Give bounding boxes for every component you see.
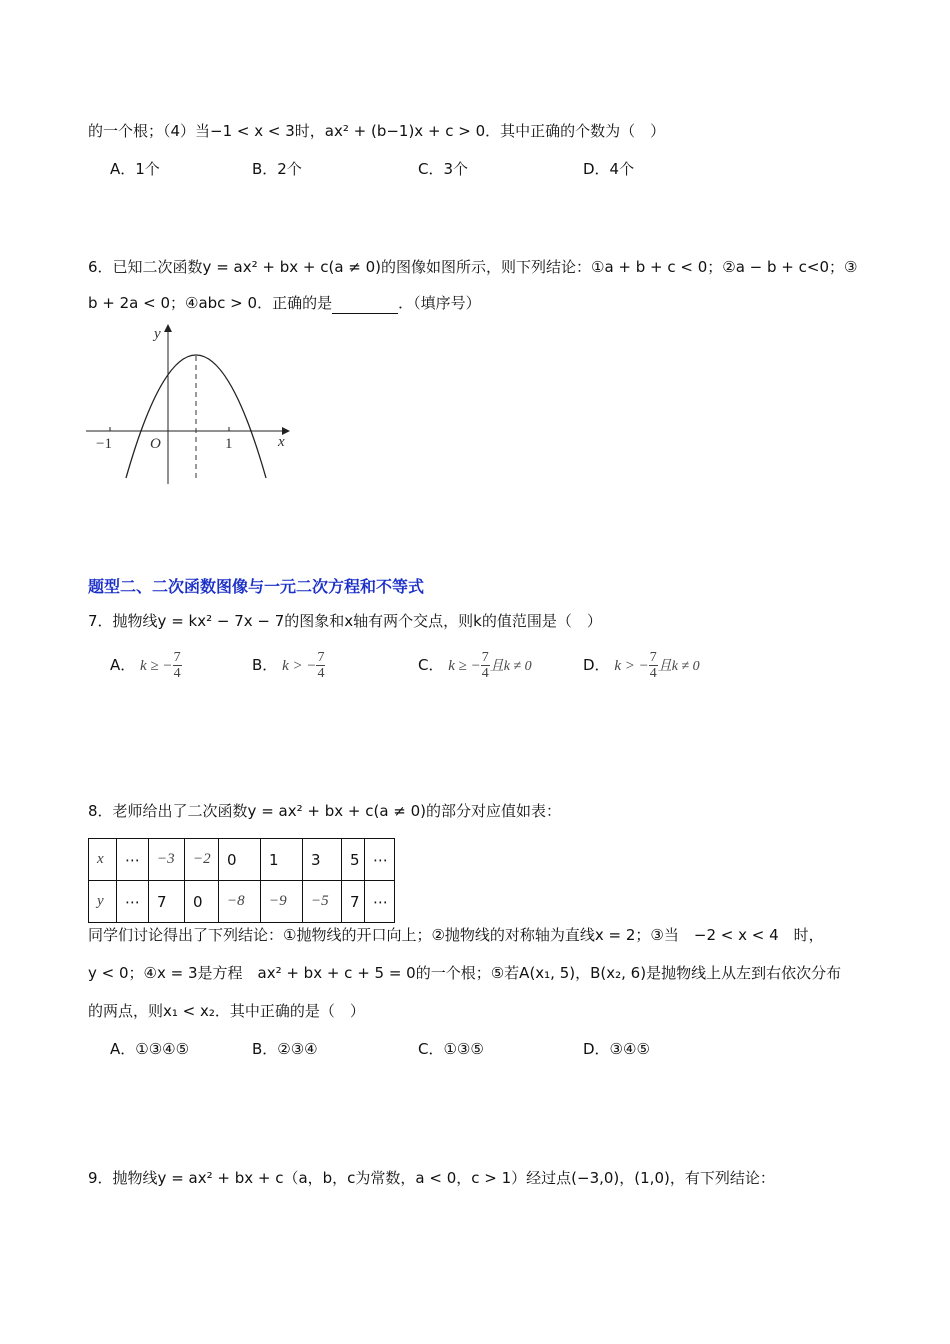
q5-option-d: D．4个 — [583, 160, 635, 178]
q8-option-a: A．①③④⑤ — [110, 1040, 190, 1058]
q5-option-b: B．2个 — [252, 160, 302, 178]
fraction-denominator: 4 — [317, 666, 325, 681]
q5-tail-line: 的一个根；（4）当−1 < x < 3时，ax² + (b−1)x + c > 0．其中正确的个数为（ ） — [88, 122, 666, 140]
table-cell: 7 — [342, 881, 365, 923]
q7-option-c-rel: k ≥ − — [448, 658, 481, 674]
table-cell: −2 — [185, 839, 219, 881]
fraction-numerator: 7 — [649, 650, 657, 665]
q7-option-d — [583, 650, 700, 681]
q7-option-a — [110, 650, 182, 681]
fraction-denominator: 4 — [173, 666, 181, 681]
q9-stem: 9．抛物线y = ax² + bx + c（a，b，c为常数，a < 0，c > 1）经过点(−3,0)，(1,0)，有下列结论： — [88, 1169, 775, 1187]
q7-option-b-rel: k > − — [282, 658, 317, 674]
q5-option-c: C．3个 — [418, 160, 469, 178]
fraction-denominator: 4 — [481, 666, 489, 681]
q7-option-a-fraction — [173, 650, 182, 681]
table-cell: 0 — [185, 881, 219, 923]
table-cell: 5 — [342, 839, 365, 881]
q7-option-d-fraction — [649, 650, 658, 681]
q7-option-c-fraction — [481, 650, 490, 681]
q6-line2-text: b + 2a < 0；④abc > 0．正确的是 — [88, 294, 333, 312]
q7-option-d-rel: k > − — [614, 658, 649, 674]
table-cell: 3 — [303, 839, 342, 881]
table-cell: ⋯ — [117, 881, 149, 923]
table-cell: ⋯ — [117, 839, 149, 881]
q5-option-a: A．1个 — [110, 160, 160, 178]
table-cell: −5 — [303, 881, 342, 923]
q7-option-b-letter: B． — [252, 656, 278, 674]
q6-line1: 6．已知二次函数y = ax² + bx + c(a ≠ 0)的图像如图所示，则下列结论：①a + b + c < 0；②a − b + c<0；③ — [88, 258, 858, 276]
table-cell: ⋯ — [365, 839, 395, 881]
q6-line2-suffix: ．（填序号） — [398, 294, 481, 312]
fraction-denominator: 4 — [649, 666, 657, 681]
table-cell: 0 — [219, 839, 261, 881]
q7-option-b-fraction — [316, 650, 325, 681]
fraction-numerator: 7 — [481, 650, 489, 665]
fraction-numerator: 7 — [173, 650, 181, 665]
table-row-x — [89, 839, 395, 881]
origin-label: O — [150, 436, 161, 452]
table-cell: 1 — [261, 839, 303, 881]
q8-line2: y < 0；④x = 3是方程 ax² + bx + c + 5 = 0的一个根；⑤若A(x₁, 5)，B(x₂, 6)是抛物线上从左到右依次分布 — [88, 964, 842, 982]
q7-option-a-rel: k ≥ − — [140, 658, 173, 674]
table-row-y — [89, 881, 395, 923]
table-cell: 7 — [149, 881, 185, 923]
section-title: 题型二、二次函数图像与一元二次方程和不等式 — [88, 577, 425, 596]
q7-option-c-letter: C． — [418, 656, 444, 674]
q8-option-b: B．②③④ — [252, 1040, 318, 1058]
q7-option-a-letter: A． — [110, 656, 136, 674]
q8-stem: 8．老师给出了二次函数y = ax² + bx + c(a ≠ 0)的部分对应值如表： — [88, 802, 562, 820]
q6-line2 — [88, 292, 481, 314]
q8-option-c: C．①③⑤ — [418, 1040, 484, 1058]
table-cell: ⋯ — [365, 881, 395, 923]
y-axis-arrow — [164, 324, 172, 332]
q7-option-c-extra: 且k ≠ 0 — [489, 659, 532, 674]
fraction-numerator: 7 — [317, 650, 325, 665]
y-axis-label: y — [154, 326, 161, 342]
q6-parabola-graph — [80, 318, 300, 490]
table-cell: −3 — [149, 839, 185, 881]
table-cell: x — [89, 839, 117, 881]
q7-option-d-extra: 且k ≠ 0 — [657, 659, 700, 674]
q8-value-table — [88, 838, 395, 923]
q7-option-b — [252, 650, 325, 681]
q8-line1: 同学们讨论得出了下列结论：①抛物线的开口向上；②抛物线的对称轴为直线x = 2；③当 −2 < x < 4 时， — [88, 926, 824, 944]
neg-one-label: −1 — [96, 436, 112, 452]
q7-option-d-letter: D． — [583, 656, 610, 674]
one-label: 1 — [225, 436, 233, 452]
answer-blank — [332, 297, 398, 314]
table-cell: −9 — [261, 881, 303, 923]
q7-option-c — [418, 650, 532, 681]
table-cell: −8 — [219, 881, 261, 923]
q8-option-d: D．③④⑤ — [583, 1040, 650, 1058]
q7-stem: 7．抛物线y = kx² − 7x − 7的图象和x轴有两个交点，则k的值范围是（ ） — [88, 612, 602, 630]
q8-line3: 的两点，则x₁ < x₂．其中正确的是（ ） — [88, 1002, 365, 1020]
x-axis-label: x — [278, 434, 285, 450]
table-cell: y — [89, 881, 117, 923]
